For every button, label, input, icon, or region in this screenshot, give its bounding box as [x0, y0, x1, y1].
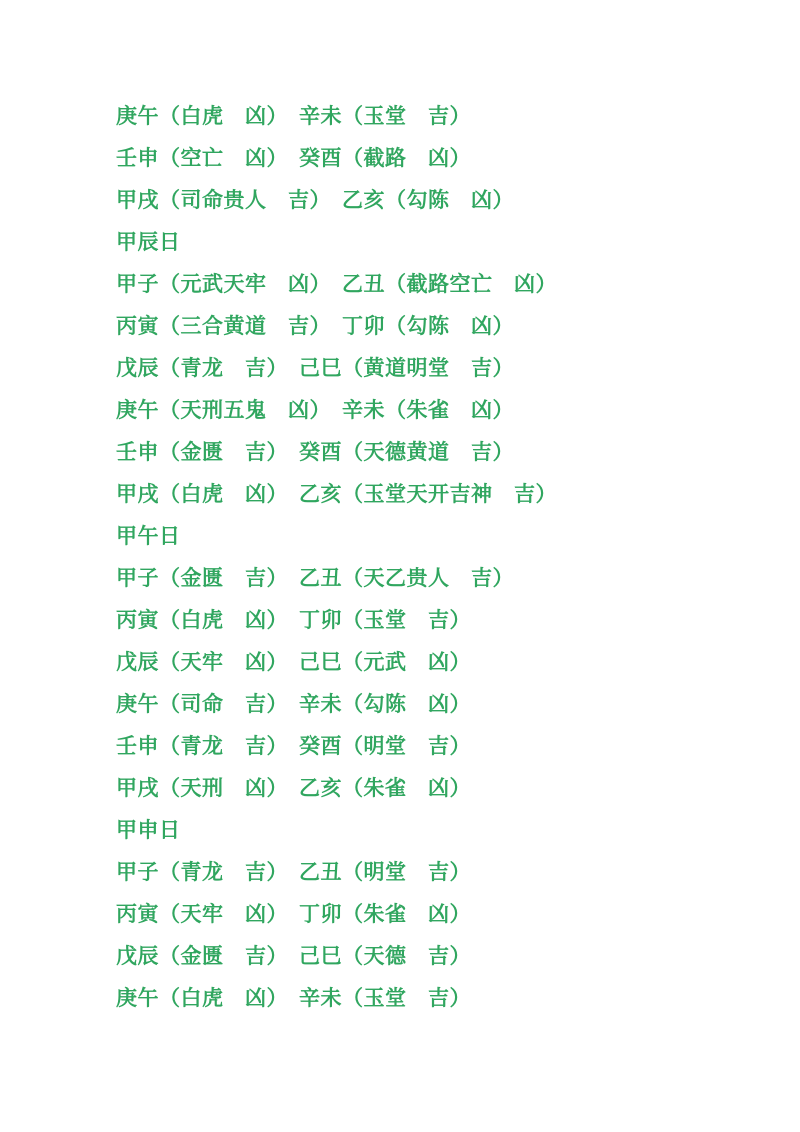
hour-entry-line: 甲子（元武天牢 凶） 乙丑（截路空亡 凶）: [116, 272, 557, 296]
hour-entry-line: 丙寅（三合黄道 吉） 丁卯（勾陈 凶）: [116, 314, 514, 338]
day-heading: 甲午日: [116, 524, 181, 548]
hour-entry-line: 庚午（天刑五鬼 凶） 辛未（朱雀 凶）: [116, 398, 514, 422]
hour-entry-line: 庚午（白虎 凶） 辛未（玉堂 吉）: [116, 104, 471, 128]
day-heading: 甲辰日: [116, 230, 181, 254]
hour-entry-line: 戊辰（金匮 吉） 己巳（天德 吉）: [116, 944, 471, 968]
hour-entry-line: 甲戌（天刑 凶） 乙亥（朱雀 凶）: [116, 776, 471, 800]
hour-entry-line: 戊辰（天牢 凶） 己巳（元武 凶）: [116, 650, 471, 674]
hour-entry-line: 甲子（青龙 吉） 乙丑（明堂 吉）: [116, 860, 471, 884]
hour-entry-line: 壬申（金匮 吉） 癸酉（天德黄道 吉）: [116, 440, 514, 464]
hour-entry-line: 壬申（空亡 凶） 癸酉（截路 凶）: [116, 146, 471, 170]
hour-entry-line: 甲戌（白虎 凶） 乙亥（玉堂天开吉神 吉）: [116, 482, 557, 506]
hour-entry-line: 庚午（司命 吉） 辛未（勾陈 凶）: [116, 692, 471, 716]
hour-entry-line: 丙寅（天牢 凶） 丁卯（朱雀 凶）: [116, 902, 471, 926]
hour-entry-line: 甲戌（司命贵人 吉） 乙亥（勾陈 凶）: [116, 188, 514, 212]
hour-entry-line: 壬申（青龙 吉） 癸酉（明堂 吉）: [116, 734, 471, 758]
hour-entry-line: 庚午（白虎 凶） 辛未（玉堂 吉）: [116, 986, 471, 1010]
day-heading: 甲申日: [116, 818, 181, 842]
text-content: [116, 95, 760, 1019]
hour-entry-line: 戊辰（青龙 吉） 己巳（黄道明堂 吉）: [116, 356, 514, 380]
hour-entry-line: 丙寅（白虎 凶） 丁卯（玉堂 吉）: [116, 608, 471, 632]
hour-entry-line: 甲子（金匮 吉） 乙丑（天乙贵人 吉）: [116, 566, 514, 590]
